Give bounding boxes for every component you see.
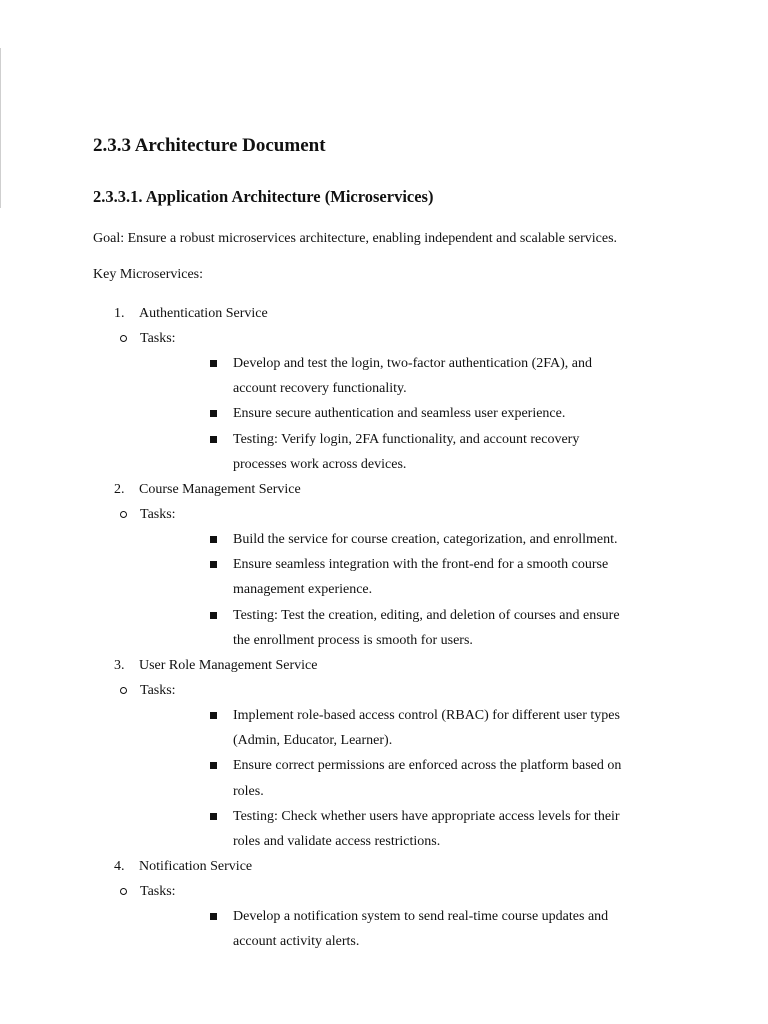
hollow-circle-bullet-icon	[120, 511, 127, 518]
square-bullet-icon	[210, 913, 217, 920]
square-bullet-icon	[210, 712, 217, 719]
hollow-circle-bullet-icon	[120, 687, 127, 694]
task-bullets	[93, 703, 713, 854]
task-bullets	[93, 527, 713, 653]
service-item-notification	[93, 854, 713, 954]
key-microservices-label: Key Microservices:	[93, 267, 204, 282]
task-bullet	[93, 904, 626, 954]
task-text: Develop and test the login, two-factor authentication (2FA), and account recovery functionality.	[233, 356, 592, 397]
tasks-label: Tasks:	[140, 683, 176, 699]
task-bullet	[93, 351, 626, 401]
task-text: Build the service for course creation, categorization, and enrollment.	[233, 532, 618, 548]
task-bullet	[93, 552, 626, 602]
square-bullet-icon	[210, 410, 217, 417]
tasks-item	[93, 879, 713, 904]
service-item-course-management	[93, 477, 713, 653]
task-text: Ensure correct permissions are enforced across the platform based on roles.	[233, 758, 622, 799]
service-number: 1.	[114, 306, 125, 321]
task-bullets	[93, 351, 713, 477]
square-bullet-icon	[210, 360, 217, 367]
square-bullet-icon	[210, 612, 217, 619]
task-bullet	[93, 401, 626, 426]
tasks-label: Tasks:	[140, 884, 176, 900]
task-text: Ensure secure authentication and seamless user experience.	[233, 406, 566, 422]
task-text: Implement role-based access control (RBAC) for different user types (Admin, Educator, Learner).	[233, 708, 620, 749]
microservices-list	[93, 301, 713, 955]
tasks-item	[93, 326, 713, 351]
task-bullets	[93, 904, 713, 954]
service-item-authentication	[93, 301, 713, 477]
square-bullet-icon	[210, 436, 217, 443]
task-bullet	[93, 427, 626, 477]
task-text: Testing: Verify login, 2FA functionality, and account recovery processes work across devices.	[233, 431, 580, 472]
service-item-user-role-management	[93, 653, 713, 854]
hollow-circle-bullet-icon	[120, 335, 127, 342]
service-name: User Role Management Service	[139, 658, 318, 674]
task-text: Testing: Test the creation, editing, and deletion of courses and ensure the enrollment process is smooth for users.	[233, 607, 620, 648]
tasks-item	[93, 678, 713, 703]
service-name: Authentication Service	[139, 306, 268, 321]
tasks-label: Tasks:	[140, 507, 176, 523]
service-number: 3.	[114, 658, 125, 674]
task-bullet	[93, 603, 626, 653]
tasks-item	[93, 502, 713, 527]
goal-paragraph: Goal: Ensure a robust microservices architecture, enabling independent and scalable services.	[93, 231, 618, 246]
subsection-heading: 2.3.3.1. Application Architecture (Microservices)	[93, 187, 434, 206]
scan-edge-line	[0, 48, 1, 208]
square-bullet-icon	[210, 561, 217, 568]
square-bullet-icon	[210, 813, 217, 820]
task-bullet	[93, 753, 626, 803]
task-text: Ensure seamless integration with the front-end for a smooth course management experience.	[233, 557, 609, 598]
task-bullet	[93, 527, 626, 552]
section-heading: 2.3.3 Architecture Document	[93, 135, 326, 156]
task-text: Develop a notification system to send real-time course updates and account activity alerts.	[233, 909, 609, 950]
square-bullet-icon	[210, 762, 217, 769]
hollow-circle-bullet-icon	[120, 888, 127, 895]
service-name: Notification Service	[139, 859, 253, 875]
service-name: Course Management Service	[139, 482, 301, 498]
document-content	[93, 132, 713, 955]
task-bullet	[93, 804, 626, 854]
tasks-label: Tasks:	[140, 331, 176, 346]
task-text: Testing: Check whether users have appropriate access levels for their roles and validate access restrictions.	[233, 808, 620, 850]
service-number: 4.	[114, 859, 125, 875]
square-bullet-icon	[210, 536, 217, 543]
service-number: 2.	[114, 482, 125, 498]
task-bullet	[93, 703, 626, 753]
